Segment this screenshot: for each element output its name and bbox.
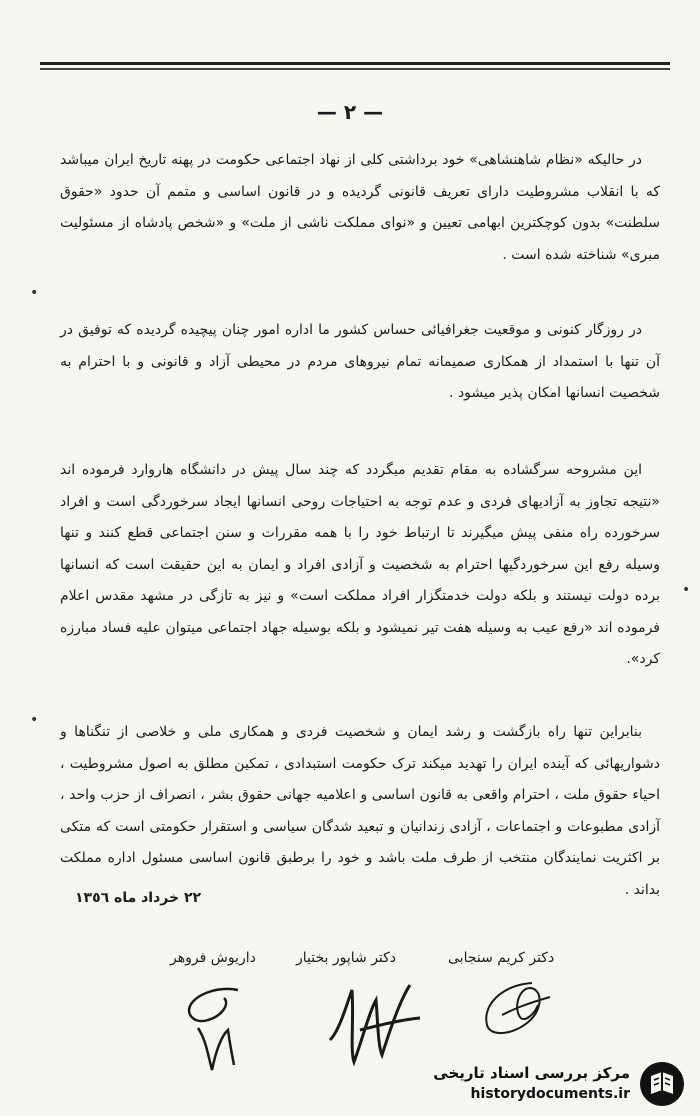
page-number: — ٢ — — [316, 100, 384, 124]
signatory-name-forouhar: داریوش فروهر — [170, 950, 256, 966]
paragraph-text: در حالیکه «نظام شاهنشاهی» خود برداشتی کلی از نهاد اجتماعی حکومت در پهنه تاریخ ایران میباشد که با انقلاب مشروطیت دارای تعریف قانونی گردیده و در قانون اساسی و متمم آن حدود «حقوق سلطنت» بدون کوچکترین ابهامی تعیین و «نوای مملکت ناشی از ملت» و «شخص پادشاه از مسئولیت مبری» شناخته شده است . — [60, 152, 660, 263]
watermark-title: مرکز بررسی اسناد تاریخی — [433, 1064, 630, 1082]
watermark — [418, 1058, 690, 1110]
paragraph-4 — [60, 717, 660, 906]
margin-mark: • — [682, 582, 691, 598]
paragraph-text: بنابراین تنها راه بازگشت و رشد ایمان و شخصیت فردی و همکاری ملی و خلاصی از تنگناها و دشواریهائی که آینده ایران را تهدید میکند ترک حکومت استبدادی ، تمکین مطلق به اصول مشروطیت ، احیاء حقوق ملت ، احترام واقعی به قانون اساسی و اعلامیه جهانی حقوق بشر ، انصراف از حزب واحد ، آزادی مطبوعات و اجتماعات ، آزادی زندانیان و تبعید شدگان سیاسی و استقرار حکومتی است که متکی بر اکثریت نمایندگان منتخب از طرف ملت باشد و خود را برطبق قانون اساسی مسئول اداره مملکت بداند . — [60, 724, 660, 898]
paragraph-text: این مشروحه سرگشاده به مقام تقدیم میگردد که چند سال پیش در دانشگاه هاروارد فرموده اند «نتیجه تجاوز به آزادیهای فردی و عدم توجه به احتیاجات روحی انسانها ایجاد سرخوردگی است و افراد سرخورده راه منفی پیش میگیرند تا ارتباط خود را با همه مقررات و سنن اجتماعی قطع کنند و تنها وسیله رفع این سرخوردگیها احترام به شخصیت و آزادی افراد و ایمان به این حقیقت است که انسانها برده دولت نیستند و بلکه دولت خدمتگزار افراد مملکت است» و نیز به تازگی در مشهد مقدس اعلام فرموده اند «رفع عیب به وسیله هفت تیر نمیشود و بلکه بوسیله جهاد اجتماعی میتوان علیه فساد مبارزه کرد». — [60, 462, 660, 667]
document-date: ٢٢ خرداد ماه ١٣٥٦ — [75, 890, 202, 906]
margin-mark: • — [30, 285, 39, 301]
top-border-rule — [40, 62, 670, 74]
paragraph-3 — [60, 455, 660, 676]
signature-forouhar — [178, 980, 253, 1075]
signatory-name-sanjabi: دکتر کریم سنجابی — [448, 950, 555, 966]
signature-sanjabi — [472, 975, 562, 1045]
signature-bakhtiar — [320, 970, 430, 1070]
margin-mark: • — [30, 712, 39, 728]
paragraph-1 — [60, 145, 660, 271]
signatory-name-bakhtiar: دکتر شاپور بختیار — [296, 950, 397, 966]
watermark-url: historydocuments.ir — [470, 1086, 630, 1102]
archive-logo-icon — [638, 1060, 686, 1108]
paragraph-text: در روزگار کنونی و موقعیت جغرافیائی حساس کشور ما اداره امور چنان پیچیده گردیده که توفیق در آن تنها با استمداد از همکاری صمیمانه تمام نیروهای مردم در محیطی آزاد و قانونی و با احترام به شخصیت انسانها امکان پذیر میشود . — [60, 322, 660, 401]
paragraph-2 — [60, 315, 660, 410]
